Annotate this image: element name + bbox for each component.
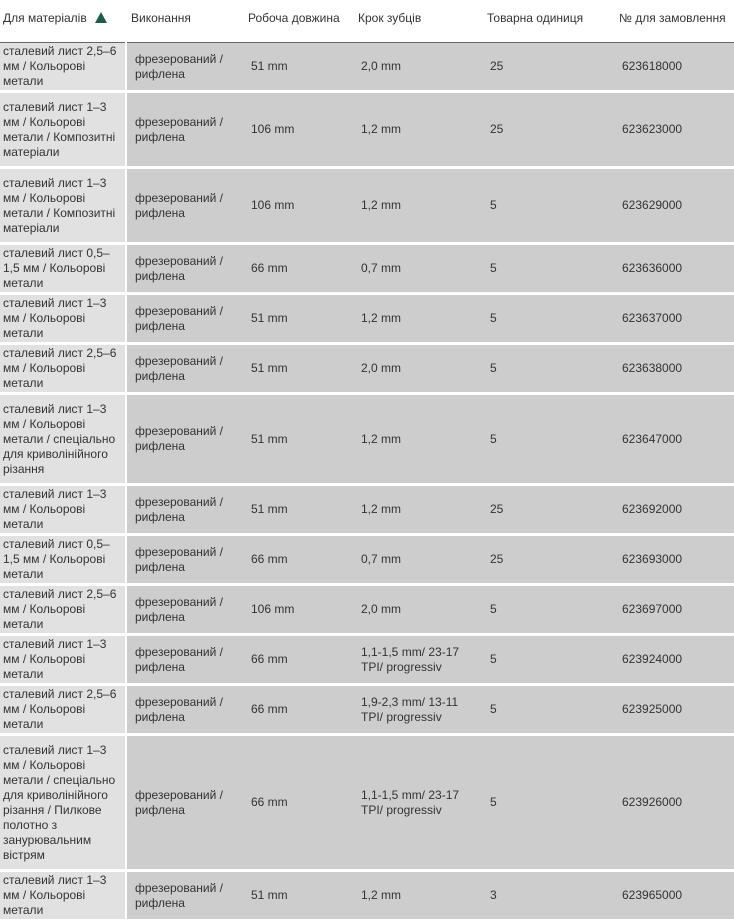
cell-packaging-unit: 5	[482, 344, 614, 394]
cell-working-length: 51 mm	[243, 344, 353, 394]
cell-finish: фрезерований / рифлена	[126, 244, 243, 294]
header-tooth-pitch[interactable]: Крок зубців	[353, 0, 482, 43]
cell-packaging-unit: 5	[482, 735, 614, 871]
cell-finish: фрезерований / рифлена	[126, 43, 243, 92]
table-row	[0, 294, 734, 344]
table-row	[0, 244, 734, 294]
cell-tooth-pitch: 0,7 mm	[353, 244, 482, 294]
cell-working-length: 66 mm	[243, 635, 353, 685]
cell-tooth-pitch: 2,0 mm	[353, 43, 482, 92]
cell-working-length: 106 mm	[243, 585, 353, 635]
cell-working-length: 66 mm	[243, 535, 353, 585]
cell-finish: фрезерований / рифлена	[126, 871, 243, 921]
table-row	[0, 535, 734, 585]
cell-tooth-pitch: 1,2 mm	[353, 294, 482, 344]
cell-material: сталевий лист 2,5–6 мм / Кольорові метали	[0, 685, 126, 735]
cell-working-length: 106 mm	[243, 168, 353, 244]
cell-tooth-pitch: 1,9-2,3 mm/ 13-11 TPI/ progressiv	[353, 685, 482, 735]
sort-ascending-icon[interactable]	[95, 12, 107, 23]
cell-order-number: 623618000	[614, 43, 734, 92]
cell-material: сталевий лист 2,5–6 мм / Кольорові метали	[0, 43, 126, 92]
cell-order-number: 623623000	[614, 92, 734, 168]
cell-working-length: 51 mm	[243, 394, 353, 485]
header-working-length[interactable]: Робоча довжина	[243, 0, 353, 43]
cell-material: сталевий лист 2,5–6 мм / Кольорові метали	[0, 585, 126, 635]
cell-finish: фрезерований / рифлена	[126, 635, 243, 685]
cell-material: сталевий лист 1–3 мм / Кольорові метали	[0, 635, 126, 685]
cell-working-length: 66 mm	[243, 244, 353, 294]
cell-packaging-unit: 25	[482, 535, 614, 585]
cell-finish: фрезерований / рифлена	[126, 585, 243, 635]
header-finish[interactable]: Виконання	[126, 0, 243, 43]
cell-tooth-pitch: 2,0 mm	[353, 585, 482, 635]
cell-finish: фрезерований / рифлена	[126, 344, 243, 394]
cell-material: сталевий лист 1–3 мм / Кольорові метали / спеціально для криволінійного різання	[0, 394, 126, 485]
table-row	[0, 685, 734, 735]
cell-order-number: 623629000	[614, 168, 734, 244]
cell-packaging-unit: 3	[482, 871, 614, 921]
cell-order-number: 623924000	[614, 635, 734, 685]
table-header-row	[0, 0, 734, 43]
cell-order-number: 623693000	[614, 535, 734, 585]
cell-working-length: 51 mm	[243, 43, 353, 92]
cell-finish: фрезерований / рифлена	[126, 294, 243, 344]
cell-finish: фрезерований / рифлена	[126, 394, 243, 485]
table-row	[0, 92, 734, 168]
cell-working-length: 66 mm	[243, 735, 353, 871]
cell-tooth-pitch: 1,2 mm	[353, 168, 482, 244]
cell-finish: фрезерований / рифлена	[126, 92, 243, 168]
cell-material: сталевий лист 0,5–1,5 мм / Кольорові метали	[0, 535, 126, 585]
cell-packaging-unit: 5	[482, 394, 614, 485]
cell-order-number: 623647000	[614, 394, 734, 485]
cell-finish: фрезерований / рифлена	[126, 535, 243, 585]
cell-packaging-unit: 25	[482, 43, 614, 92]
cell-finish: фрезерований / рифлена	[126, 735, 243, 871]
cell-order-number: 623638000	[614, 344, 734, 394]
table-row	[0, 585, 734, 635]
cell-tooth-pitch: 1,1-1,5 mm/ 23-17 TPI/ progressiv	[353, 635, 482, 685]
table-row	[0, 871, 734, 921]
table-row	[0, 735, 734, 871]
header-materials[interactable]	[0, 0, 126, 43]
cell-order-number: 623636000	[614, 244, 734, 294]
cell-order-number: 623965000	[614, 871, 734, 921]
cell-tooth-pitch: 1,1-1,5 mm/ 23-17 TPI/ progressiv	[353, 735, 482, 871]
cell-material: сталевий лист 1–3 мм / Кольорові метали	[0, 485, 126, 535]
cell-packaging-unit: 5	[482, 585, 614, 635]
cell-packaging-unit: 5	[482, 168, 614, 244]
cell-packaging-unit: 25	[482, 485, 614, 535]
table-row	[0, 635, 734, 685]
cell-material: сталевий лист 1–3 мм / Кольорові метали / Композитні матеріали	[0, 168, 126, 244]
cell-material: сталевий лист 1–3 мм / Кольорові метали / Композитні матеріали	[0, 92, 126, 168]
cell-material: сталевий лист 1–3 мм / Кольорові метали	[0, 871, 126, 921]
cell-tooth-pitch: 0,7 mm	[353, 535, 482, 585]
cell-order-number: 623697000	[614, 585, 734, 635]
cell-packaging-unit: 5	[482, 685, 614, 735]
table-row	[0, 344, 734, 394]
cell-working-length: 51 mm	[243, 294, 353, 344]
header-packaging-unit[interactable]: Товарна одиниця	[482, 0, 614, 43]
cell-material: сталевий лист 1–3 мм / Кольорові метали	[0, 294, 126, 344]
cell-order-number: 623692000	[614, 485, 734, 535]
cell-material: сталевий лист 2,5–6 мм / Кольорові метали	[0, 344, 126, 394]
header-materials-label[interactable]: Для матеріалів	[3, 11, 87, 25]
cell-working-length: 51 mm	[243, 871, 353, 921]
cell-tooth-pitch: 1,2 mm	[353, 394, 482, 485]
cell-packaging-unit: 5	[482, 294, 614, 344]
table-row	[0, 43, 734, 92]
cell-working-length: 51 mm	[243, 485, 353, 535]
cell-finish: фрезерований / рифлена	[126, 485, 243, 535]
cell-tooth-pitch: 1,2 mm	[353, 485, 482, 535]
cell-finish: фрезерований / рифлена	[126, 685, 243, 735]
cell-working-length: 66 mm	[243, 685, 353, 735]
cell-tooth-pitch: 1,2 mm	[353, 871, 482, 921]
cell-packaging-unit: 25	[482, 92, 614, 168]
header-order-number[interactable]: № для замовлення	[614, 0, 734, 43]
cell-order-number: 623926000	[614, 735, 734, 871]
table-row	[0, 168, 734, 244]
cell-working-length: 106 mm	[243, 92, 353, 168]
cell-order-number: 623925000	[614, 685, 734, 735]
cell-finish: фрезерований / рифлена	[126, 168, 243, 244]
cell-packaging-unit: 5	[482, 244, 614, 294]
cell-order-number: 623637000	[614, 294, 734, 344]
table-row	[0, 394, 734, 485]
cell-material: сталевий лист 1–3 мм / Кольорові метали / спеціально для криволінійного різання / Пилкове полотно з занурювальним вістрям	[0, 735, 126, 871]
cell-tooth-pitch: 2,0 mm	[353, 344, 482, 394]
table-row	[0, 485, 734, 535]
cell-material: сталевий лист 0,5–1,5 мм / Кольорові метали	[0, 244, 126, 294]
cell-tooth-pitch: 1,2 mm	[353, 92, 482, 168]
cell-packaging-unit: 5	[482, 635, 614, 685]
